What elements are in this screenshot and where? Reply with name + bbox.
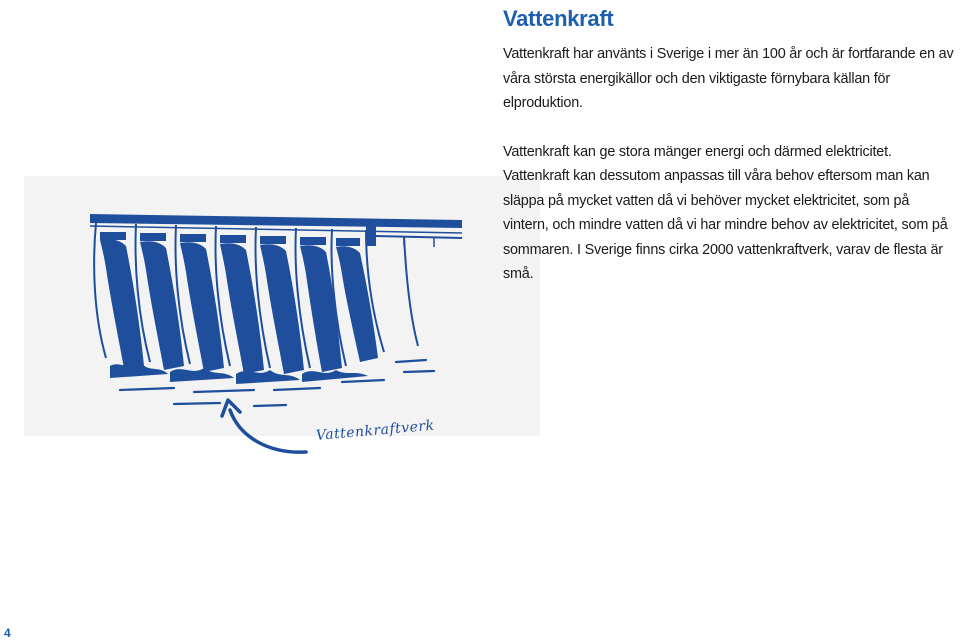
curved-arrow-icon bbox=[220, 398, 320, 460]
illustration-caption: Vattenkraftverk bbox=[315, 417, 436, 444]
paragraph-intro: Vattenkraft har använts i Sverige i mer än 100 år och är fortfarande en av våra största energikällor och den viktigaste förnybara källan för elproduktion. bbox=[503, 46, 954, 111]
text-column bbox=[503, 0, 958, 287]
paragraph-details: Vattenkraft kan ge stora mänger energi och därmed elektricitet. Vattenkraft kan dessutom anpassas till våra behov eftersom man kan släppa på mycket vatten då vi behöver mycket elektricitet, som på vintern, och mindre vatten då vi har mindre behov av elektricitet, som på sommaren. I Sverige finns cirka 2000 vattenkraftverk, varav de flesta är små. bbox=[503, 143, 948, 282]
hydropower-dam-illustration bbox=[24, 176, 540, 436]
page-title: Vattenkraft bbox=[503, 6, 614, 31]
page-number: 4 bbox=[4, 626, 11, 640]
